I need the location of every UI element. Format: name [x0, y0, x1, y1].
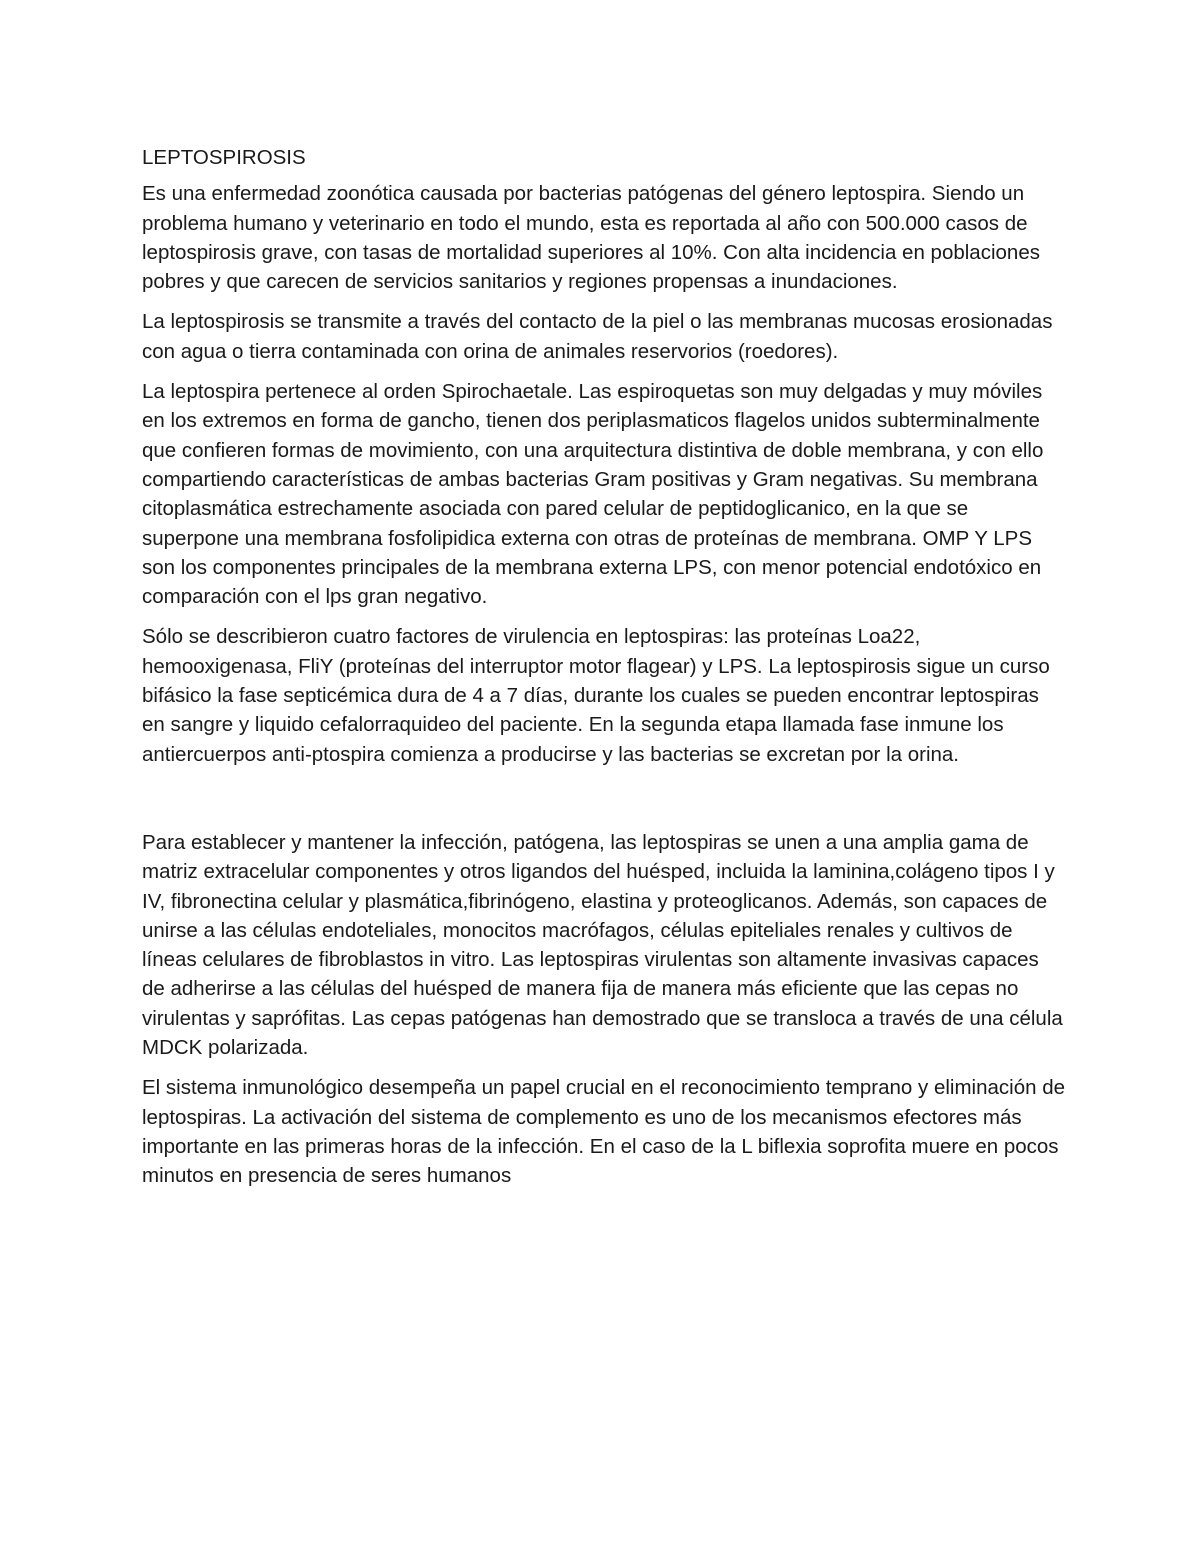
empty-line — [142, 780, 1067, 828]
document-body — [142, 143, 1067, 1202]
paragraph-transmission: La leptospirosis se transmite a través del contacto de la piel o las membranas mucosas erosionadas con agua o tierra contaminada con orina de animales reservorios (roedores). — [142, 310, 1053, 363]
paragraph-morphology: La leptospira pertenece al orden Spirochaetale. Las espiroquetas son muy delgadas y muy móviles en los extremos en forma de gancho, tienen dos periplasmaticos flagelos unidos subterminalmente que confieren formas de movimiento, con una arquitectura distintiva de doble membrana, y con ello compartiendo características de ambas bacterias Gram positivas y Gram negativas. Su membrana citoplasmática estrechamente asociada con pared celular de peptidoglicanico, en la que se superpone una membrana fosfolipidica externa con otras de proteínas de membrana. OMP Y LPS son los componentes principales de la membrana externa LPS, con menor potencial endotóxico en comparación con el lps gran negativo. — [142, 380, 1044, 609]
paragraph-infection: Para establecer y mantener la infección, patógena, las leptospiras se unen a una amplia gama de matriz extracelular componentes y otros ligandos del huésped, incluida la laminina,colágeno tipos I y IV, fibronectina celular y plasmática,fibrinógeno, elastina y proteoglicanos. Además, son capaces de unirse a las células endoteliales, monocitos macrófagos, células epiteliales renales y cultivos de líneas celulares de fibroblastos in vitro. Las leptospiras virulentas son altamente invasivas capaces de adherirse a las células del huésped de manera fija de manera más eficiente que las cepas no virulentas y saprófitas. Las cepas patógenas han demostrado que se transloca a través de una célula MDCK polarizada. — [142, 830, 1063, 1060]
paragraph-virulence: Sólo se describieron cuatro factores de virulencia en leptospiras: las proteínas Loa22, hemooxigenasa, FliY (proteínas del interruptor motor flagear) y LPS. La leptospirosis sigue un curso bifásico la fase septicémica dura de 4 a 7 días, durante los cuales se pueden encontrar leptospiras en sangre y liquido cefalorraquideo del paciente. En la segunda etapa llamada fase inmune los antiercuerpos anti-ptospira comienza a producirse y las bacterias se excretan por la orina. — [142, 625, 1050, 766]
paragraph-immune-system: El sistema inmunológico desempeña un papel crucial en el reconocimiento temprano y eliminación de leptospiras. La activación del sistema de complemento es uno de los mecanismos efectores más importante en las primeras horas de la infección. En el caso de la L biflexia soprofita muere en pocos minutos en presencia de seres humanos — [142, 1076, 1066, 1188]
document-title: LEPTOSPIROSIS — [142, 146, 306, 169]
paragraph-definition: Es una enfermedad zoonótica causada por bacterias patógenas del género leptospira. Siendo un problema humano y veterinario en todo el mundo, esta es reportada al año con 500.000 casos de leptospirosis grave, con tasas de mortalidad superiores al 10%. Con alta incidencia en poblaciones pobres y que carecen de servicios sanitarios y regiones propensas a inundaciones. — [142, 182, 1040, 294]
